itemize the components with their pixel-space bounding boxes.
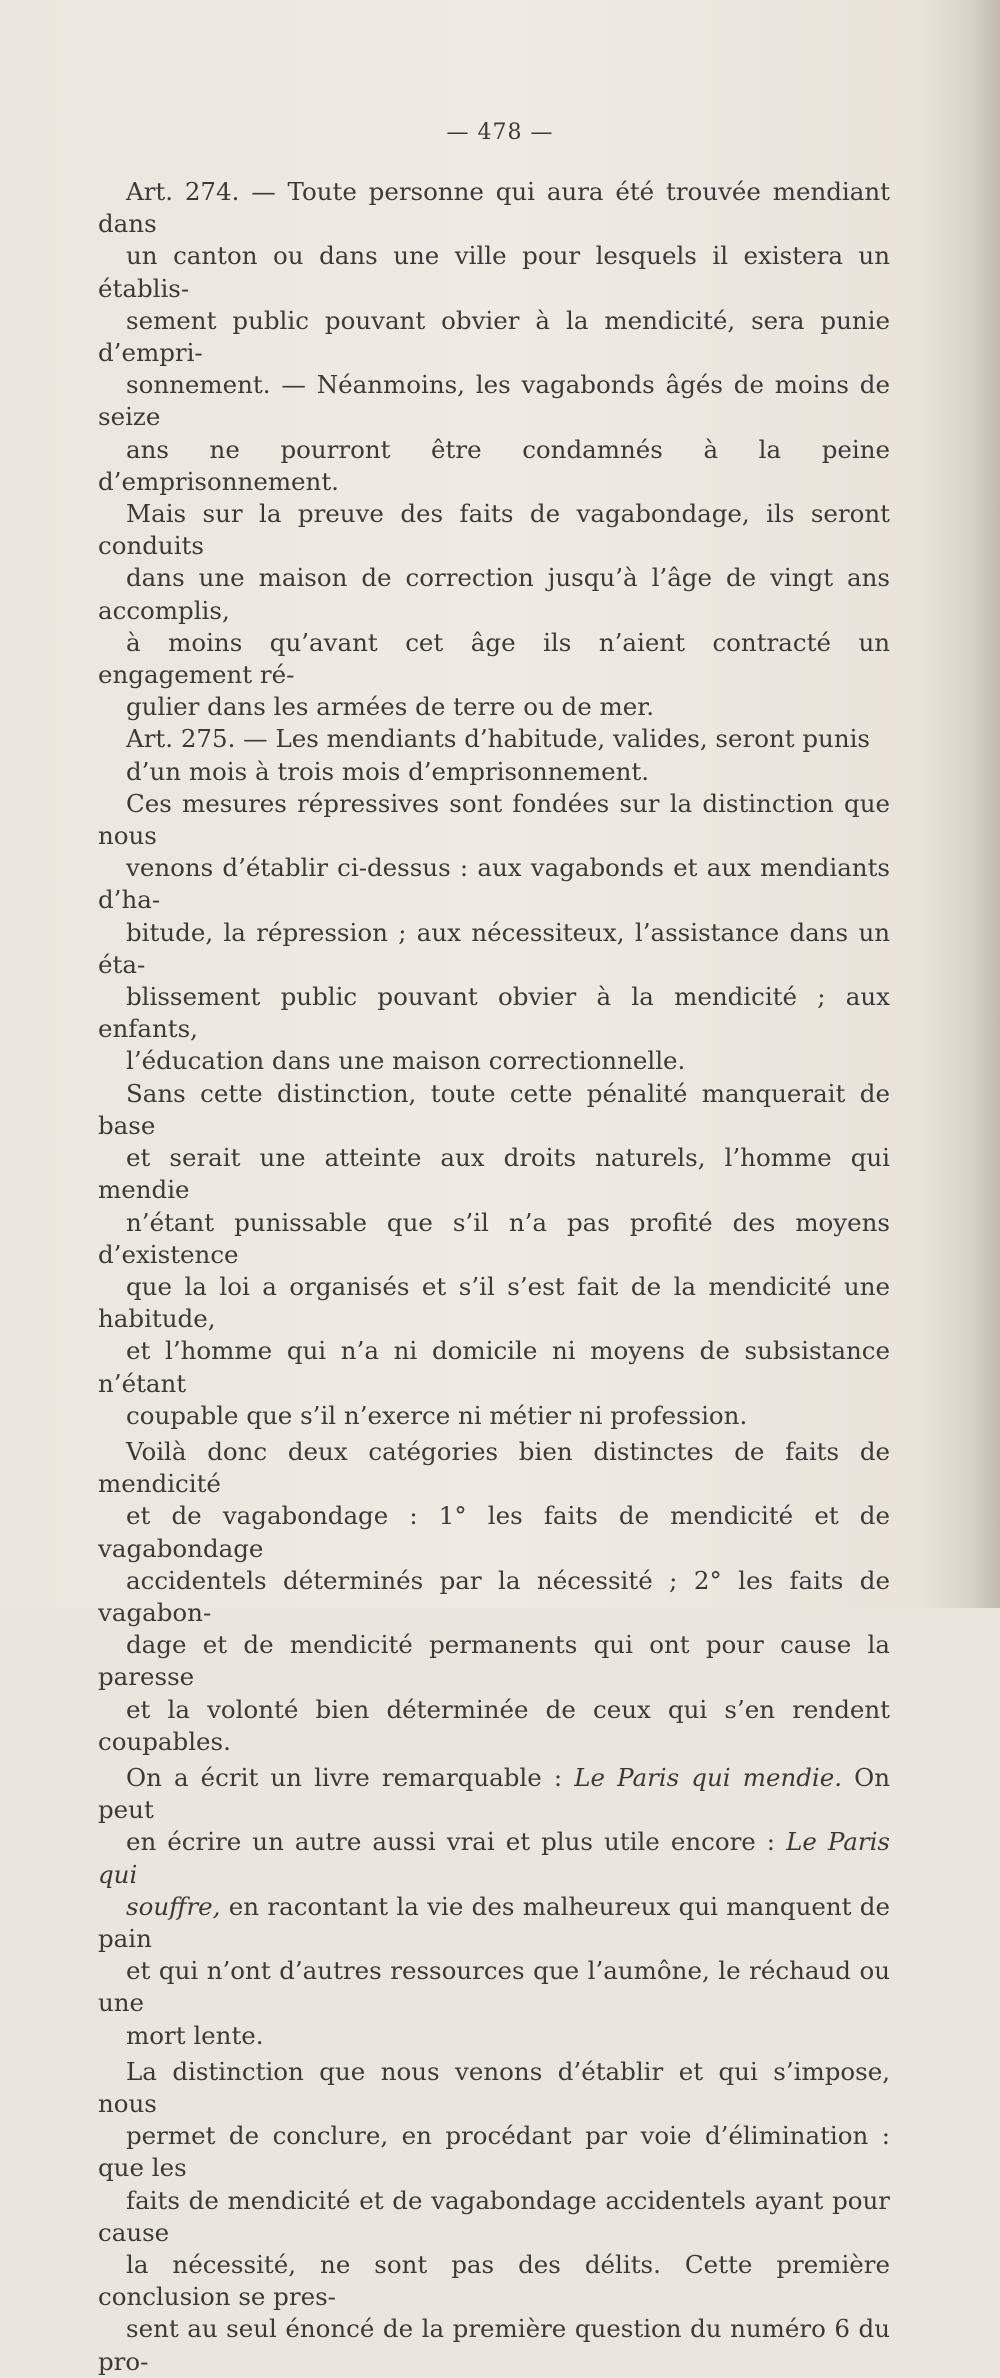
text-line: et de vagabondage : 1° les faits de mendicité et de vagabondage <box>98 1501 890 1563</box>
text-line: ans ne pourront être condamnés à la peine d’emprisonnement. <box>98 434 890 496</box>
text-line <box>98 1891 890 1955</box>
paragraph-conclusion <box>98 2056 890 2378</box>
text-line: permet de conclure, en procédant par voie d’élimination : que les <box>98 2121 890 2183</box>
text-line: blissement public pouvant obvier à la mendicité ; aux enfants, <box>98 982 890 1044</box>
paragraph-two-categories <box>98 1436 890 1758</box>
text-line <box>98 1762 890 1826</box>
text-line: sonnement. — Néanmoins, les vagabonds âgés de moins de seize <box>98 370 890 432</box>
paragraph-art-274 <box>98 176 890 723</box>
text-line: Art. 274. — Toute personne qui aura été trouvée mendiant dans <box>98 177 890 239</box>
body-text <box>98 176 890 2378</box>
text-line: Sans cette distinction, toute cette pénalité manquerait de base <box>98 1078 890 1140</box>
text-segment: en écrire un autre aussi vrai et plus utile encore : <box>126 1827 787 1857</box>
text-segment: On peut <box>98 1762 891 1825</box>
text-line: la nécessité, ne sont pas des délits. Cette première conclusion se pres- <box>98 2250 890 2312</box>
text-line: coupable que s’il n’exerce ni métier ni profession. <box>126 1400 748 1430</box>
text-line: d’un mois à trois mois d’emprisonnement. <box>126 756 650 786</box>
text-line: Voilà donc deux catégories bien distinctes de faits de mendicité <box>98 1436 890 1499</box>
text-line: Mais sur la preuve des faits de vagabondage, ils seront conduits <box>98 499 890 561</box>
text-line: accidentels déterminés par la nécessité ; 2° les faits de vagabon- <box>98 1565 890 1627</box>
text-line: et la volonté bien déterminée de ceux qui s’en rendent coupables. <box>98 1694 890 1756</box>
book-title: Le Paris qui mendie. <box>574 1762 843 1792</box>
text-line: Art. 275. — Les mendiants d’habitude, valides, seront punis <box>126 724 871 754</box>
text-line <box>98 1826 890 1890</box>
text-line: et l’homme qui n’a ni domicile ni moyens de subsistance n’étant <box>98 1336 890 1398</box>
text-line: un canton ou dans une ville pour lesquels il existera un établis- <box>98 241 890 303</box>
paragraph-without-distinction <box>98 1078 890 1432</box>
text-line: sent au seul énoncé de la première question du numéro 6 du pro- <box>98 2314 890 2376</box>
text-line: n’étant punissable que s’il n’a pas profité des moyens d’existence <box>98 1207 890 1269</box>
page-number: — 478 — <box>446 120 554 145</box>
text-line: et serait une atteinte aux droits naturels, l’homme qui mendie <box>98 1143 890 1205</box>
text-line: faits de mendicité et de vagabondage accidentels ayant pour cause <box>98 2185 890 2247</box>
text-line: gulier dans les armées de terre ou de mer. <box>126 692 655 722</box>
book-title: Le Paris qui <box>98 1827 890 1889</box>
paragraph-paris-books <box>98 1762 890 2052</box>
text-line: La distinction que nous venons d’établir et qui s’impose, nous <box>98 2056 890 2118</box>
text-line: dage et de mendicité permanents qui ont pour cause la paresse <box>98 1630 890 1692</box>
text-segment: On a écrit un livre remarquable : <box>126 1762 575 1792</box>
text-line: et qui n’ont d’autres ressources que l’aumône, le réchaud ou une <box>98 1956 890 2018</box>
text-line: Ces mesures répressives sont fondées sur la distinction que nous <box>98 788 890 851</box>
text-line: dans une maison de correction jusqu’à l’âge de vingt ans accomplis, <box>98 563 890 625</box>
text-line: à moins qu’avant cet âge ils n’aient contracté un engagement ré- <box>98 627 890 690</box>
text-line: bitude, la répression ; aux nécessiteux, l’assistance dans un éta- <box>98 917 890 979</box>
text-line: mort lente. <box>126 2020 264 2050</box>
text-segment: en racontant la vie des malheureux qui manquent de pain <box>98 1891 890 1953</box>
paragraph-art-275 <box>98 723 890 787</box>
text-line: l’éducation dans une maison correctionnelle. <box>126 1046 686 1076</box>
text-line: que la loi a organisés et s’il s’est fait de la mendicité une habitude, <box>98 1271 890 1334</box>
paragraph-repressive-measures <box>98 788 890 1078</box>
text-line: venons d’établir ci-dessus : aux vagabonds et aux mendiants d’ha- <box>98 853 890 915</box>
book-title: souffre, <box>126 1891 221 1921</box>
text-line: sement public pouvant obvier à la mendicité, sera punie d’empri- <box>98 305 890 368</box>
